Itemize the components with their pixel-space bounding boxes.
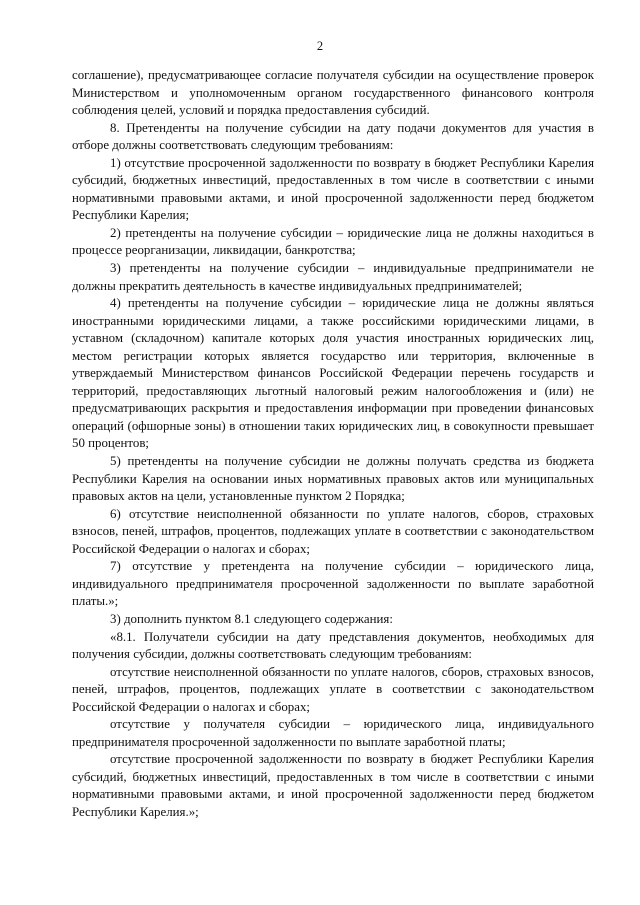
paragraph-amendment-3: 3) дополнить пунктом 8.1 следующего содержания: [110,611,393,626]
paragraph-requirement-3: 3) претенденты на получение субсидии – индивидуальные предприниматели не должны прекратить деятельность в качестве индивидуальных предпринимателей; [72,261,594,293]
paragraph-requirement-2: 2) претенденты на получение субсидии – юридические лица не должны находиться в процессе реорганизации, ликвидации, банкротства; [72,225,594,258]
paragraph-requirement-6: 6) отсутствие неисполненной обязанности по уплате налогов, сборов, страховых взносов, пеней, штрафов, процентов, подлежащих уплате в соответствии с законодательством Российской Федерации о налогах и сборах; [72,506,594,556]
paragraph-recipient-requirement-2: отсутствие у получателя субсидии – юридического лица, индивидуального предпринимателя просроченной задолженности по выплате заработной платы; [72,717,594,749]
paragraph-requirement-5: 5) претенденты на получение субсидии не должны получать средства из бюджета Республики Карелия на основании иных нормативных правовых актов или муниципальных правовых актов на цели, установленные пунктом 2 Порядка; [72,454,594,504]
paragraph-requirement-4: 4) претенденты на получение субсидии – юридические лица не должны являться иностранными юридическими лицами, а также российскими юридическими лицами, в уставном (складочном) капитале которых доля участия иностранных юридических лиц, местом регистрации которых является государство или территория, включенные в утверждаемый Министерством финансов Российской Федерации перечень государств и территорий, предоставляющих льготный налоговый режим налогообложения и (или) не предусматривающих раскрытия и предоставления информации при проведении финансовых операций (офшорные зоны) в отношении таких юридических лиц, в совокупности превышает 50 процентов; [72,296,594,451]
document-body [72,67,594,822]
paragraph-recipient-requirement-3: отсутствие просроченной задолженности по возврату в бюджет Республики Карелия субсидий, бюджетных инвестиций, предоставленных в том числе в соответствии с иными нормативными правовыми актами, и иной просроченной задолженности перед бюджетом Республики Карелия.»; [72,752,594,819]
paragraph-recipient-requirement-1: отсутствие неисполненной обязанности по уплате налогов, сборов, страховых взносов, пеней, штрафов, процентов, подлежащих уплате в соответствии с законодательством Российской Федерации о налогах и сборах; [72,664,594,714]
paragraph-requirement-7: 7) отсутствие у претендента на получение субсидии – юридического лица, индивидуального предпринимателя просроченной задолженности по выплате заработной платы.»; [72,559,594,609]
paragraph-item-8: 8. Претенденты на получение субсидии на дату подачи документов для участия в отборе должны соответствовать следующим требованиям: [72,120,594,153]
page-number: 2 [316,39,324,53]
paragraph-item-8-1: «8.1. Получатели субсидии на дату представления документов, необходимых для получения субсидии, должны соответствовать следующим требованиям: [72,629,594,662]
paragraph-continuation: соглашение), предусматривающее согласие получателя субсидии на осуществление проверок Министерством и уполномоченным органом государственного финансового контроля соблюдения целей, условий и порядка предоставления субсидий. [72,68,594,118]
paragraph-requirement-1: 1) отсутствие просроченной задолженности по возврату в бюджет Республики Карелия субсидий, бюджетных инвестиций, предоставленных в том числе в соответствии с иными нормативными правовыми актами, и иной просроченной задолженности перед бюджетом Республики Карелия; [72,155,594,223]
